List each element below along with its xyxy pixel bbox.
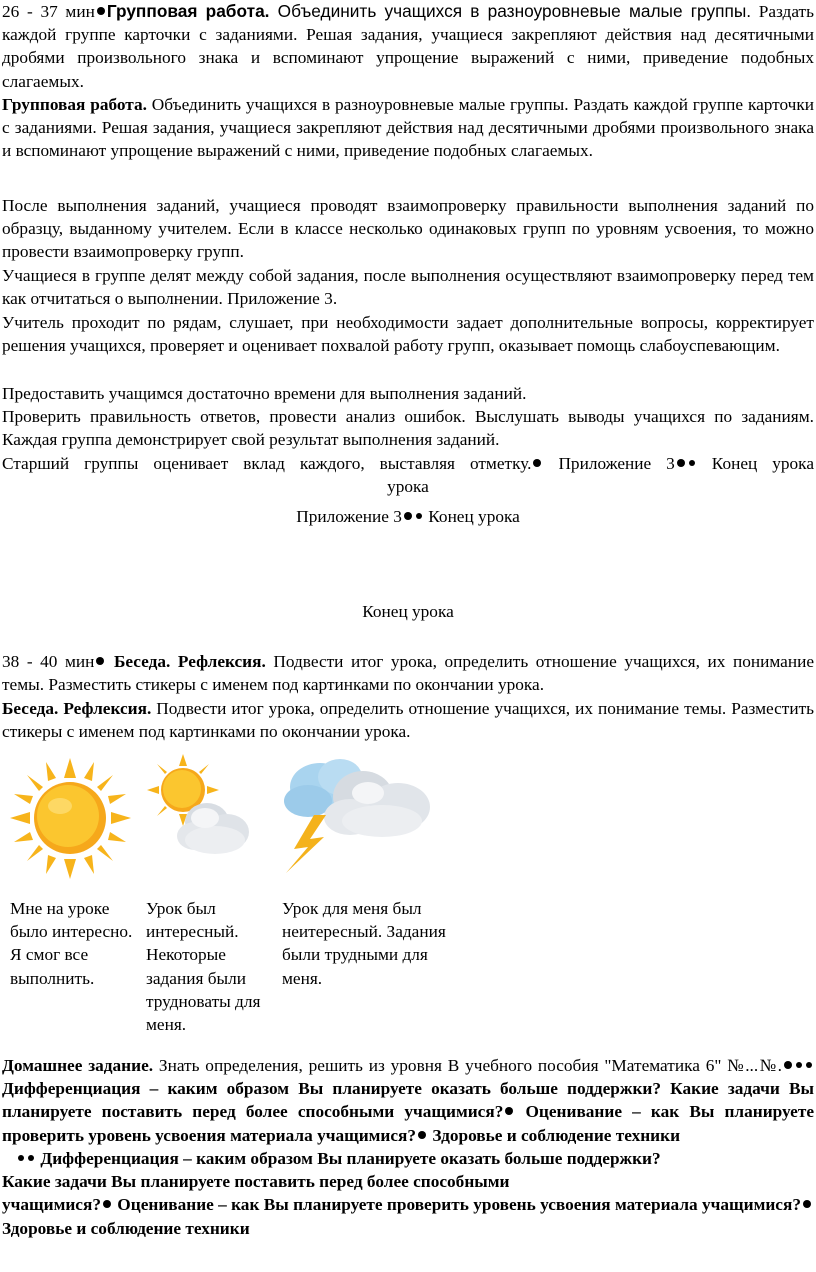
bullet-icon	[103, 1200, 111, 1208]
bullet-icon	[533, 459, 541, 467]
paragraph-time-given: Предоставить учащимся достаточно времени для выполнения заданий.	[2, 384, 527, 403]
paragraph-differentiation	[2, 1147, 814, 1240]
bullet-icon	[96, 657, 104, 665]
caption-somewhat-hard: Урок был интересный. Некоторые задания были трудноваты для меня.	[146, 899, 261, 1035]
paragraph-teacher-rounds: Учитель проходит по рядам, слушает, при необходимости задает дополнительные вопросы, корректирует решения учащихся, проверяет и оценивает похвалой работу групп, оказывает помощь слабоуспевающим.	[2, 313, 814, 356]
paragraph-group-work	[2, 93, 814, 163]
text: Конец урока	[423, 507, 520, 526]
paragraph-check-answers: Проверить правильность ответов, провести анализ ошибок. Выслушать выводы учащихся по заданиям. Каждая группа демонстрирует свой результат выполнения заданий.	[2, 407, 814, 450]
bullet-icon	[796, 1062, 802, 1068]
bullet-icon	[97, 7, 105, 15]
cloud-lightning-icon	[278, 755, 438, 875]
text: Дифференциация – каким образом Вы планируете оказать больше поддержки?	[36, 1149, 661, 1168]
caption-interesting: Мне на уроке было интересно. Я смог все выполнить.	[10, 899, 133, 988]
text: Подвести итог урока, определить отношение учащихся, их понимание темы. Разместить стикеры с именем под картинками по окончании урока.	[2, 652, 815, 695]
text: Объединить учащихся в разноуровневые малые группы. Раздать каждой группе карточки с заданиями. Решая задания, учащиеся закрепляют действия над десятичными дробями произвольного знака и вспоминают упрощение выражений с ними, приведение подобных слагаемых.	[2, 95, 815, 161]
text: Знать определения, решить из уровня В учебного пособия "Математика 6" №...№.	[153, 1056, 783, 1075]
heading-inline: Беседа. Рефлексия.	[2, 699, 152, 718]
text: Подвести итог урока, определить отношение учащихся, их понимание темы. Разместить стикеры с именем под картинками по окончании урока.	[2, 699, 815, 742]
text: Оценивание – как Вы планируете проверить уровень усвоения материала учащимися?	[2, 1102, 814, 1145]
text: учащимися?	[2, 1195, 101, 1215]
text: Здоровье и соблюдение техники	[2, 1218, 250, 1238]
text: Конец урока	[696, 454, 814, 473]
text: Старший группы оценивает вклад каждого, выставляя отметку.	[2, 454, 532, 473]
paragraph-appendix	[2, 505, 814, 528]
text: Раздать каждой группе карточки с заданиями. Решая задания, учащиеся закрепляют действия над десятичными дробями произвольного знака и вспоминают упрощение выражений с ними, приведение подобных слагаемых.	[2, 2, 814, 91]
bullet-icon	[418, 1131, 426, 1139]
bullet-icon	[416, 513, 422, 519]
time-label: 26 - 37 мин	[2, 2, 95, 21]
sun-icon	[8, 756, 133, 881]
caption-not-interesting: Урок для меня был неитересный. Задания были трудными для меня.	[282, 899, 446, 988]
text: Оценивание – как Вы планируете проверить уровень усвоения материала учащимися?	[112, 1195, 801, 1215]
bullet-icon	[404, 512, 412, 520]
bullet-icon	[784, 1061, 792, 1069]
paragraph-reflection	[2, 697, 814, 743]
paragraph-tasks-split: Учащиеся в группе делят между собой задания, после выполнения осуществляют взаимопроверку перед тем как отчитаться о выполнении. Приложение 3.	[2, 266, 814, 309]
paragraph-homework	[2, 1054, 814, 1147]
sun-cloud-icon	[145, 752, 255, 867]
paragraph-group-work-timed	[2, 0, 814, 93]
text: Приложение 3	[543, 454, 675, 473]
bullet-icon	[505, 1107, 513, 1115]
bullet-icon	[803, 1200, 811, 1208]
text: Приложение 3	[296, 507, 402, 526]
bullet-icon	[28, 1155, 34, 1161]
heading-inline: Групповая работа.	[106, 1, 270, 21]
wrapped-line: урока	[387, 477, 429, 496]
text: Какие задачи Вы планируете поставить перед более способными	[2, 1172, 510, 1192]
bullet-icon	[689, 460, 695, 466]
text: Дифференциация – каким образом Вы планируете оказать больше поддержки? Какие задачи Вы планируете поставить перед более способными учащимися?	[2, 1079, 814, 1122]
bullet-icon	[806, 1062, 812, 1068]
paragraph-reflection-timed	[2, 650, 814, 696]
time-label: 38 - 40 мин	[2, 652, 95, 671]
heading-inline: Групповая работа.	[2, 95, 147, 114]
text: Здоровье и соблюдение техники	[428, 1125, 681, 1145]
heading-inline: Домашнее задание.	[2, 1056, 154, 1075]
text: Объединить учащихся в разноуровневые малые группы.	[269, 1, 752, 21]
paragraph-peer-check: После выполнения заданий, учащиеся проводят взаимопроверку правильности выполнения заданий по образцу, выданному учителем. Если в классе несколько одинаковых групп по уровням усвоения, то можно провести взаимопроверку групп.	[2, 196, 814, 262]
paragraph-group-leader	[2, 452, 814, 475]
heading-inline: Беседа. Рефлексия.	[106, 652, 266, 671]
bullet-icon	[677, 459, 685, 467]
bullet-icon	[18, 1155, 24, 1161]
paragraph-end-of-lesson: Конец урока	[362, 602, 454, 621]
